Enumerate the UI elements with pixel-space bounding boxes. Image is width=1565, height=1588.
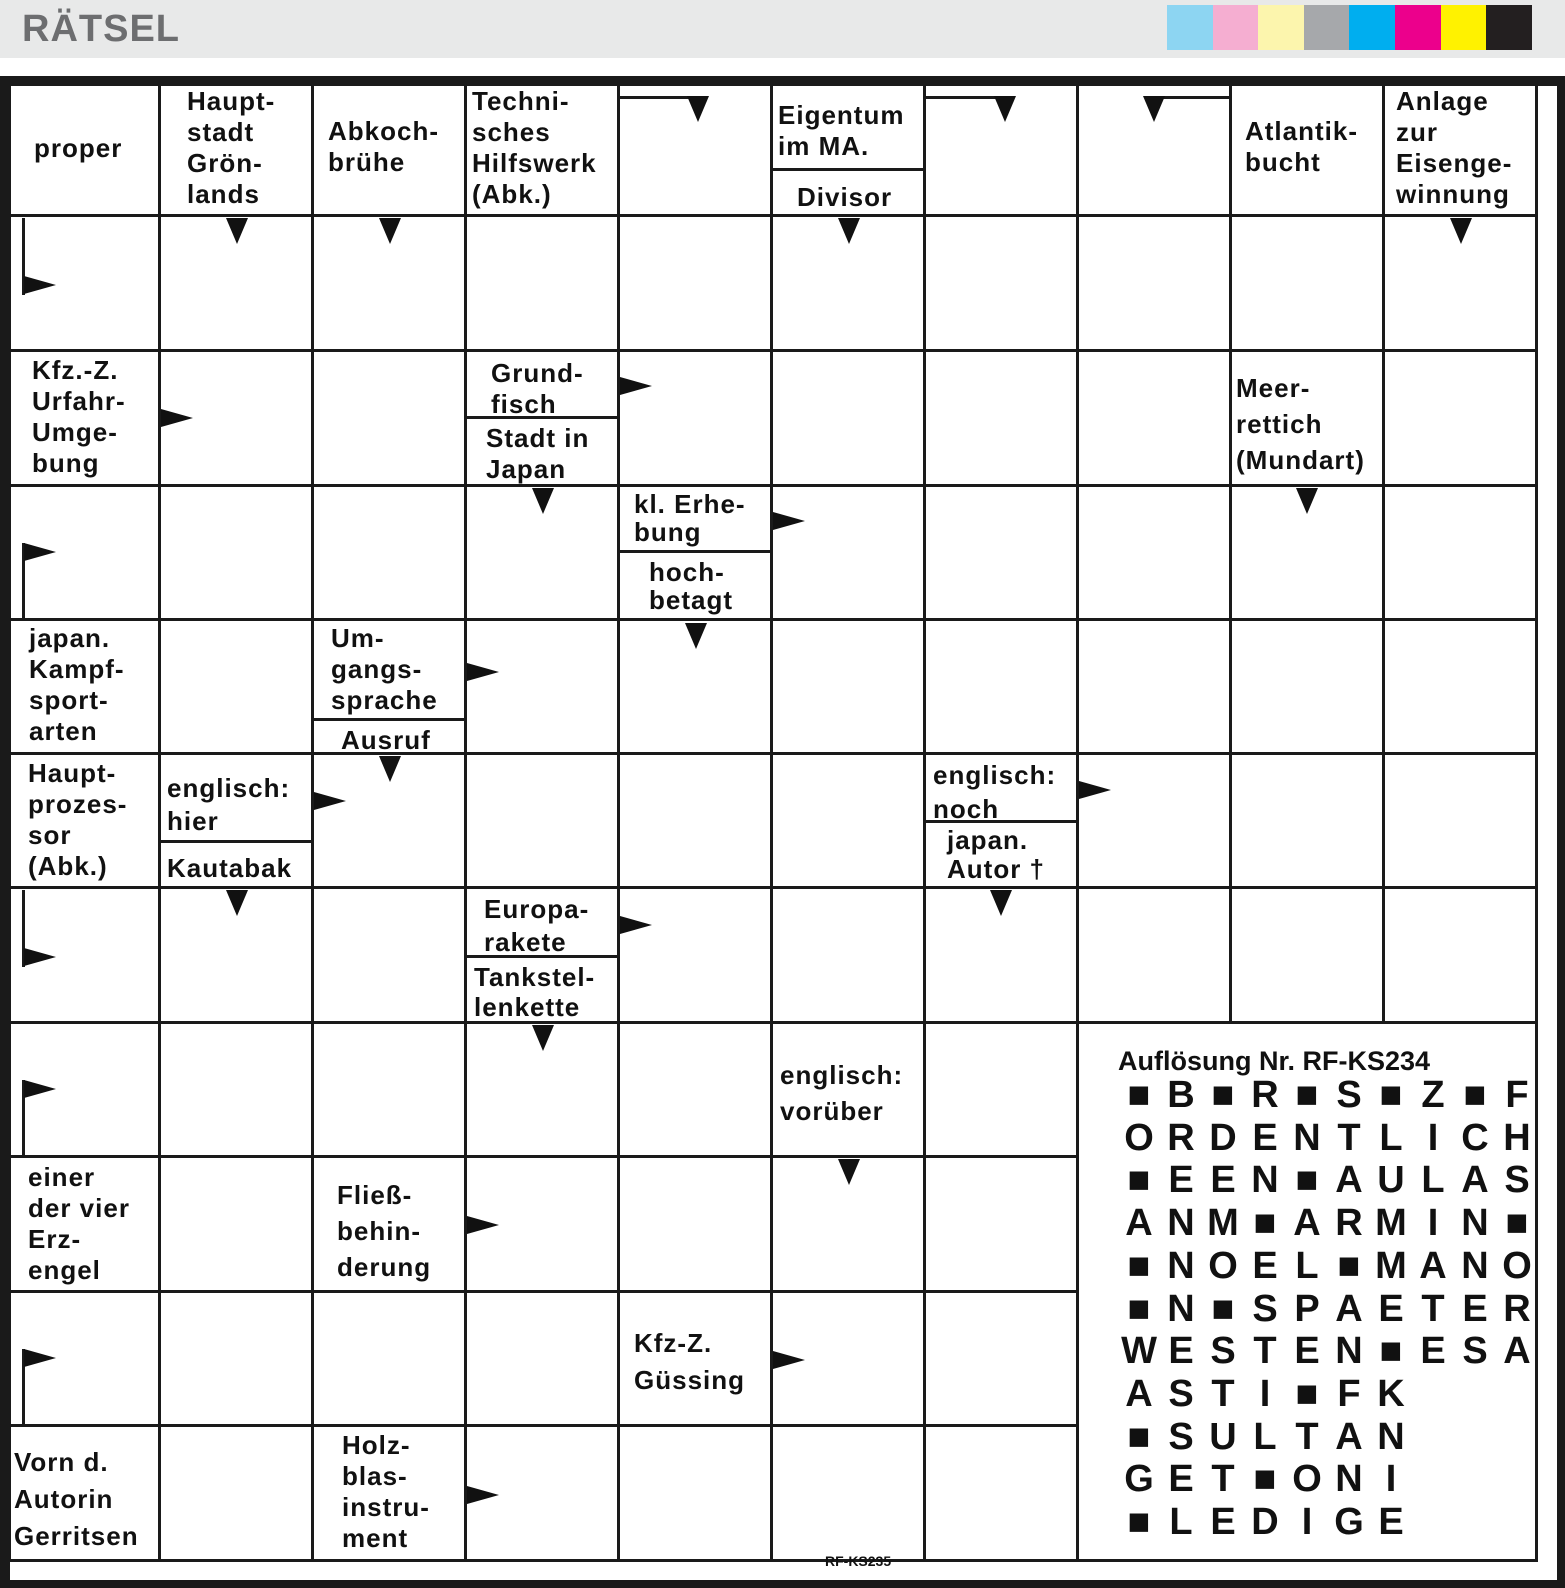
arrow-right-icon [1079, 781, 1111, 799]
arrow-down-icon [379, 756, 401, 782]
solution-letter: R [1503, 1287, 1531, 1330]
solution-letter: O [1208, 1244, 1238, 1287]
solution-letter: A [1125, 1372, 1153, 1415]
arrow-down-icon [685, 623, 707, 649]
arrow-right-icon [24, 1080, 56, 1098]
arrow-right-icon [161, 409, 193, 427]
arrow-down-icon [994, 96, 1016, 122]
grid-line [8, 214, 1538, 217]
solution-letter: E [1210, 1501, 1236, 1543]
solution-letter: N [1461, 1244, 1489, 1287]
solution-letter: I [1427, 1202, 1439, 1245]
solution-row [1118, 1288, 1538, 1331]
clue-meerrettich: Meer- rettich (Mundart) [1236, 373, 1365, 475]
clue-kautabak: Kautabak [167, 853, 293, 883]
solution-letter: B [1167, 1074, 1195, 1116]
arrow-down-icon [379, 218, 401, 244]
black-square: ■ [1505, 1202, 1529, 1245]
clue-kfz-gussing: Kfz-Z. Güssing [634, 1328, 746, 1395]
solution-letter: A [1461, 1159, 1489, 1202]
clue-hauptstadt: Haupt- stadt Grön- lands [187, 86, 276, 209]
solution-letter: A [1125, 1202, 1153, 1245]
solution-row [1118, 1117, 1538, 1160]
solution-letter: A [1335, 1287, 1363, 1330]
solution-letter: I [1427, 1116, 1439, 1159]
black-square: ■ [1295, 1159, 1319, 1202]
clue-thw: Techni- sches Hilfswerk (Abk.) [472, 86, 597, 209]
solution-letter: S [1252, 1287, 1278, 1330]
solution-letter: P [1294, 1287, 1320, 1330]
black-square: ■ [1463, 1074, 1487, 1116]
grid-line [464, 82, 467, 1559]
solution-letter: O [1124, 1116, 1154, 1159]
clue-europarakete: Europa- rakete [484, 894, 590, 957]
solution-letter: U [1377, 1159, 1405, 1202]
clue-kfz-urfahr: Kfz.-Z. Urfahr- Umge- bung [32, 355, 126, 478]
arrow-down-icon [838, 1159, 860, 1185]
grid-line [158, 82, 161, 1559]
clue-divisor: Divisor [797, 182, 893, 212]
arrow-right-icon [314, 792, 346, 810]
arrow-right-icon [467, 1216, 499, 1234]
solution-letter: A [1503, 1330, 1531, 1373]
black-square: ■ [1127, 1074, 1151, 1116]
solution-letter: M [1375, 1202, 1407, 1245]
solution-letter: R [1167, 1116, 1195, 1159]
clue-umgangssprache: Um- gangs- sprache [331, 623, 438, 715]
solution-letter: T [1211, 1458, 1235, 1501]
solution-letter: E [1210, 1159, 1236, 1202]
clue-abkoch: Abkoch- brühe [328, 116, 439, 177]
solution-letter: A [1335, 1159, 1363, 1202]
arrow-down-icon [226, 218, 248, 244]
solution-letter: N [1167, 1287, 1195, 1330]
clue-englisch-hier: englisch: hier [167, 773, 291, 836]
grid-line [8, 484, 1538, 487]
grid-line [8, 752, 1538, 755]
solution-letter: O [1502, 1244, 1532, 1287]
black-square: ■ [1253, 1202, 1277, 1245]
solution-letter: A [1293, 1202, 1321, 1245]
page-title: RÄTSEL [22, 8, 180, 50]
puzzle-code: RF-KS235 [825, 1553, 892, 1569]
solution-letter: S [1210, 1330, 1236, 1373]
header-bar [0, 0, 1565, 58]
arrow-down-icon [1143, 96, 1165, 122]
clue-fliess: Fließ- behin- derung [337, 1180, 432, 1282]
solution-letter: L [1253, 1415, 1277, 1458]
arrow-right-icon [24, 948, 56, 966]
solution-letter: M [1375, 1244, 1407, 1287]
solution-row [1118, 1245, 1538, 1288]
clue-anlage: Anlage zur Eisenge- winnung [1396, 86, 1513, 209]
grid-line [161, 840, 311, 843]
clue-englisch-voruber: englisch: vorüber [780, 1060, 904, 1126]
solution-row [1118, 1458, 1412, 1501]
grid-line [311, 82, 314, 1559]
arrow-right-icon [620, 916, 652, 934]
solution-letter: R [1251, 1074, 1279, 1116]
grid-line [8, 1559, 1538, 1562]
clue-stadt-japan: Stadt in Japan [486, 423, 590, 484]
arrow-down-icon [838, 218, 860, 244]
color-swatch [1213, 5, 1259, 50]
arrow-down-icon [532, 488, 554, 514]
arrow-right-icon [467, 663, 499, 681]
grid-line [1160, 96, 1230, 99]
grid-line [314, 718, 464, 721]
color-swatch [1349, 5, 1395, 50]
solution-row [1118, 1373, 1412, 1416]
clue-vorn: Vorn d. Autorin Gerritsen [14, 1447, 139, 1551]
solution-letter: I [1385, 1458, 1397, 1501]
solution-letter: I [1259, 1372, 1271, 1415]
solution-letter: K [1377, 1372, 1405, 1415]
solution-letter: H [1503, 1116, 1531, 1159]
color-swatch [1441, 5, 1487, 50]
solution-letter: L [1421, 1159, 1445, 1202]
arrow-down-icon [1450, 218, 1472, 244]
grid-line [773, 168, 923, 171]
solution-row [1118, 1074, 1538, 1117]
solution-letter: S [1336, 1074, 1362, 1116]
black-square: ■ [1295, 1074, 1319, 1116]
solution-letter: M [1207, 1202, 1239, 1245]
grid-line [8, 886, 1538, 889]
black-square: ■ [1253, 1458, 1277, 1501]
solution-letter: N [1335, 1330, 1363, 1373]
arrow-right-icon [24, 1349, 56, 1367]
solution-letter: E [1252, 1244, 1278, 1287]
grid-line [617, 82, 620, 1559]
grid-line [8, 349, 1538, 352]
clue-holzblas: Holz- blas- instru- ment [342, 1430, 430, 1553]
solution-letter: T [1421, 1287, 1445, 1330]
solution-letter: G [1334, 1501, 1364, 1543]
solution-letter: L [1169, 1501, 1193, 1543]
solution-letter: R [1335, 1202, 1363, 1245]
clue-hauptprozessor: Haupt- prozes- sor (Abk.) [28, 758, 128, 881]
solution-row [1118, 1501, 1412, 1544]
clue-englisch-noch: englisch: noch [933, 760, 1057, 824]
color-swatch [1304, 5, 1350, 50]
solution-letter: A [1419, 1244, 1447, 1287]
solution-letter: T [1211, 1372, 1235, 1415]
solution-row [1118, 1202, 1538, 1245]
black-square: ■ [1211, 1074, 1235, 1116]
arrow-right-icon [773, 1351, 805, 1369]
color-swatch [1395, 5, 1441, 50]
black-square: ■ [1379, 1330, 1403, 1373]
solution-letter: N [1461, 1202, 1489, 1245]
solution-letter: W [1121, 1330, 1157, 1373]
clue-grundfisch: Grund- fisch [491, 358, 584, 419]
arrow-down-icon [1296, 488, 1318, 514]
solution-letter: E [1294, 1330, 1320, 1373]
grid-line [8, 1290, 1079, 1293]
grid-line [8, 82, 11, 1559]
solution-letter: A [1335, 1415, 1363, 1458]
solution-letter: E [1168, 1330, 1194, 1373]
solution-letter: S [1462, 1330, 1488, 1373]
grid-line [8, 1424, 1079, 1427]
black-square: ■ [1127, 1244, 1151, 1287]
arrow-right-icon [773, 512, 805, 530]
solution-letter: N [1251, 1159, 1279, 1202]
solution-letter: E [1168, 1458, 1194, 1501]
grid-line [770, 82, 773, 1559]
color-swatch [1486, 5, 1532, 50]
clue-proper: proper [34, 133, 123, 163]
grid-line [8, 1155, 1079, 1158]
arrow-down-icon [226, 890, 248, 916]
black-square: ■ [1127, 1287, 1151, 1330]
solution-letter: L [1295, 1244, 1319, 1287]
black-square: ■ [1337, 1244, 1361, 1287]
solution-letter: T [1337, 1116, 1361, 1159]
solution-letter: N [1167, 1244, 1195, 1287]
solution-letter: E [1462, 1287, 1488, 1330]
solution-letter: S [1168, 1372, 1194, 1415]
solution-letter: O [1292, 1458, 1322, 1501]
solution-letter: E [1378, 1287, 1404, 1330]
solution-row [1118, 1159, 1538, 1202]
solution-title: Auflösung Nr. RF-KS234 [1118, 1046, 1431, 1076]
solution-letter: T [1253, 1330, 1277, 1373]
clue-atlantik: Atlantik- bucht [1245, 116, 1358, 177]
clue-tankstelle: Tankstel- lenkette [474, 962, 596, 1022]
arrow-down-icon [990, 890, 1012, 916]
black-square: ■ [1127, 1501, 1151, 1543]
solution-letter: E [1378, 1501, 1404, 1543]
solution-letter: F [1337, 1372, 1361, 1415]
solution-letter: G [1124, 1458, 1154, 1501]
grid-line [8, 618, 1538, 621]
solution-letter: D [1209, 1116, 1237, 1159]
black-square: ■ [1127, 1159, 1151, 1202]
grid-line [620, 550, 770, 553]
arrow-right-icon [467, 1486, 499, 1504]
black-square: ■ [1211, 1287, 1235, 1330]
color-swatch [1167, 5, 1213, 50]
solution-row [1118, 1330, 1538, 1373]
solution-letter: U [1209, 1415, 1237, 1458]
solution-row [1118, 1416, 1412, 1459]
arrow-right-icon [24, 543, 56, 561]
black-square: ■ [1295, 1372, 1319, 1415]
solution-letter: N [1377, 1415, 1405, 1458]
solution-letter: N [1335, 1458, 1363, 1501]
clue-hochbetagt: hoch- betagt [649, 557, 733, 615]
solution-letter: I [1301, 1501, 1313, 1543]
solution-letter: F [1505, 1074, 1529, 1116]
solution-letter: E [1252, 1116, 1278, 1159]
arrow-right-icon [620, 377, 652, 395]
solution-letter: E [1168, 1159, 1194, 1202]
clue-erhebung: kl. Erhe- bung [634, 489, 746, 547]
arrow-down-icon [687, 96, 709, 122]
clue-kampfsport: japan. Kampf- sport- arten [29, 623, 125, 746]
clue-eigentum: Eigentum im MA. [778, 100, 905, 161]
solution-letter: Z [1421, 1074, 1445, 1116]
solution-letter: L [1379, 1116, 1403, 1159]
solution-letter: S [1504, 1159, 1530, 1202]
color-swatch [1258, 5, 1304, 50]
clue-japan-autor: japan. Autor † [947, 825, 1045, 884]
black-square: ■ [1379, 1074, 1403, 1116]
black-square: ■ [1127, 1415, 1151, 1458]
solution-letter: E [1420, 1330, 1446, 1373]
arrow-right-icon [24, 276, 56, 294]
clue-erzengel: einer der vier Erz- engel [28, 1162, 130, 1285]
solution-letter: T [1295, 1415, 1319, 1458]
clue-ausruf: Ausruf [341, 725, 431, 755]
grid-line [8, 82, 1538, 85]
solution-letter: N [1293, 1116, 1321, 1159]
solution-letter: C [1461, 1116, 1489, 1159]
arrow-down-icon [532, 1025, 554, 1051]
solution-letter: D [1251, 1501, 1279, 1543]
solution-letter: N [1167, 1202, 1195, 1245]
solution-letter: S [1168, 1415, 1194, 1458]
